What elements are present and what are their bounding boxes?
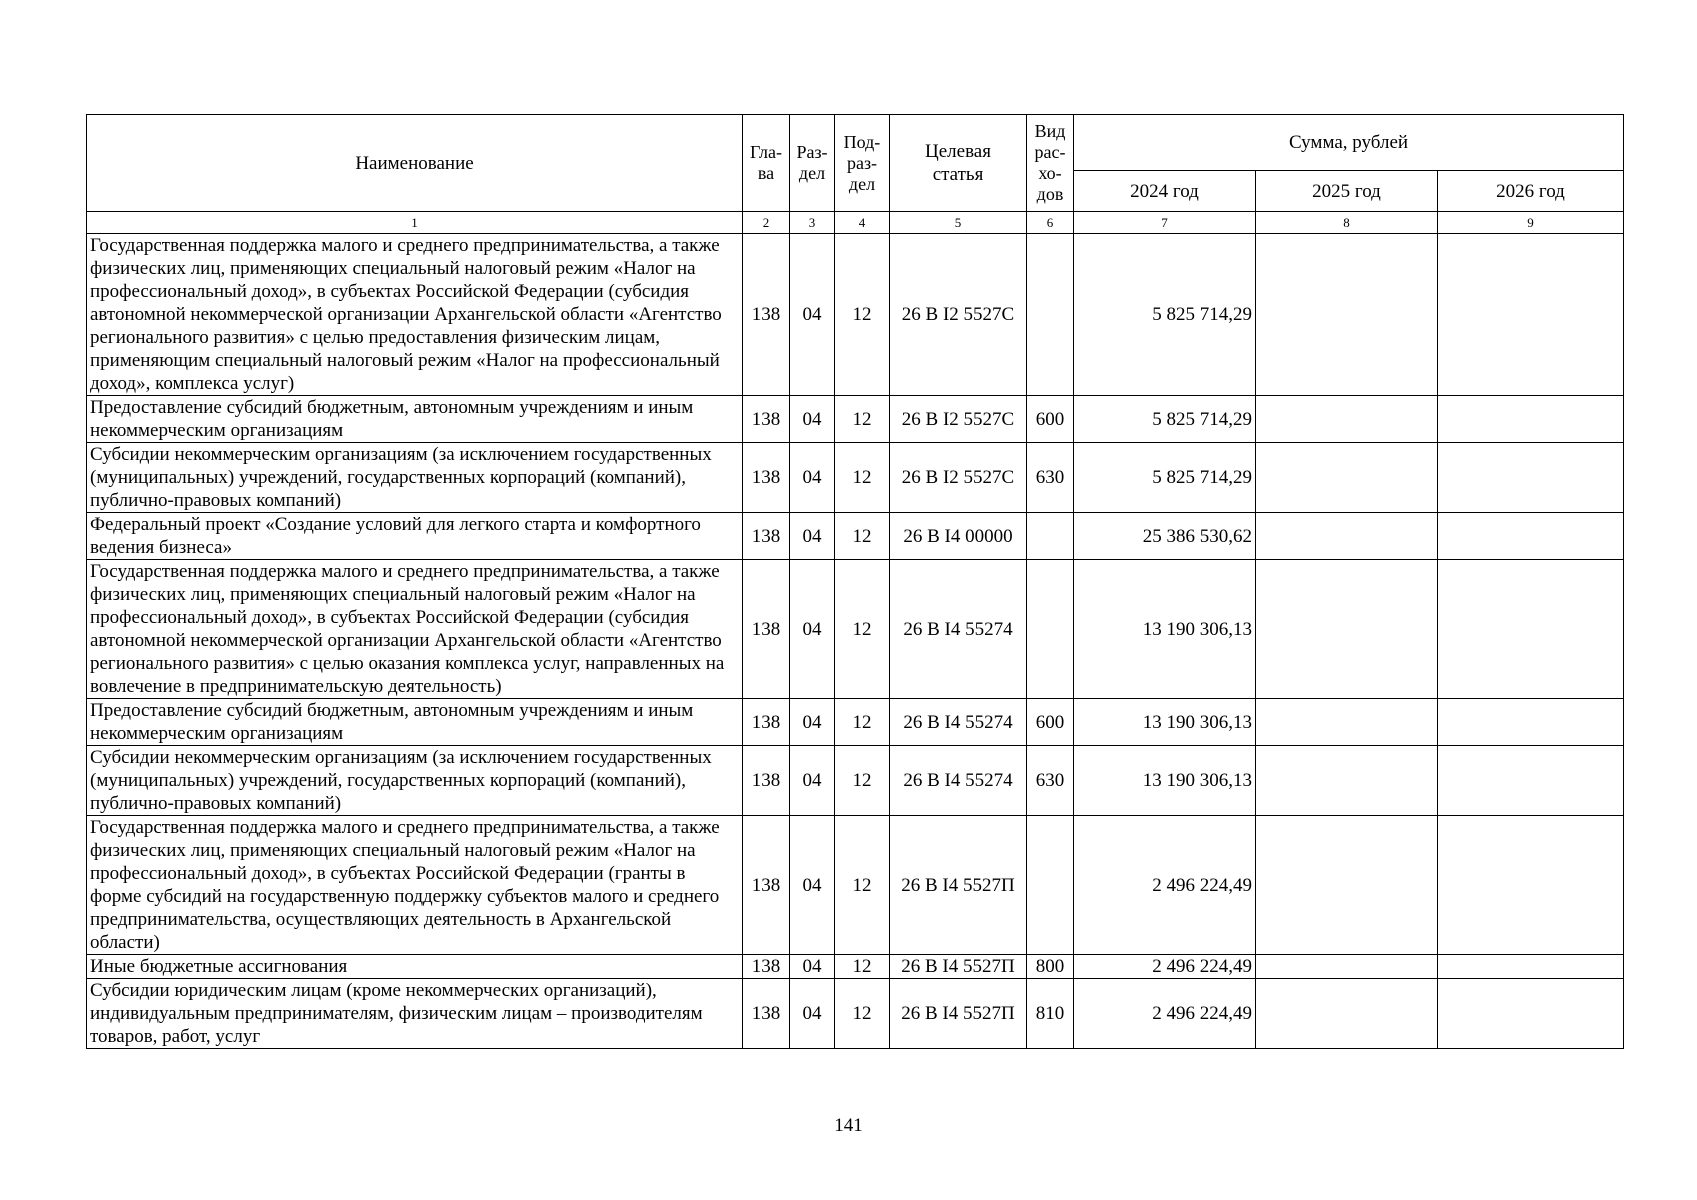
row-podrazdel: 12 <box>835 396 890 443</box>
row-razdel: 04 <box>790 443 835 513</box>
column-number: 1 <box>87 212 743 234</box>
header-2026: 2026 год <box>1438 171 1624 212</box>
row-sum-2025 <box>1256 955 1438 979</box>
row-expense-type: 630 <box>1027 443 1074 513</box>
row-sum-2024: 13 190 306,13 <box>1074 746 1256 816</box>
row-name: Предоставление субсидий бюджетным, автономным учреждениям и иным некоммерческим организациям <box>87 396 743 443</box>
header-2025: 2025 год <box>1256 171 1438 212</box>
row-name: Государственная поддержка малого и среднего предпринимательства, а также физических лиц, применяющих специальный налоговый режим «Налог на профессиональный доход», в субъектах Российской Федерации (субсидия автономной некоммерческой организации Архангельской области «Агентство регионального развития» с целью предоставления физическим лицам, применяющим специальный налоговый режим «Налог на профессиональный доход», комплекса услуг) <box>87 234 743 396</box>
column-number: 7 <box>1074 212 1256 234</box>
header-vid: Вид рас- хо- дов <box>1027 115 1074 212</box>
table-row <box>87 699 1624 746</box>
row-name: Федеральный проект «Создание условий для легкого старта и комфортного ведения бизнеса» <box>87 513 743 560</box>
row-sum-2026 <box>1438 955 1624 979</box>
row-name: Субсидии юридическим лицам (кроме некоммерческих организаций), индивидуальным предпринимателям, физическим лицам – производителям товаров, работ, услуг <box>87 979 743 1049</box>
table-row <box>87 234 1624 396</box>
row-sum-2024: 13 190 306,13 <box>1074 560 1256 699</box>
row-sum-2024: 5 825 714,29 <box>1074 443 1256 513</box>
column-number: 6 <box>1027 212 1074 234</box>
row-razdel: 04 <box>790 234 835 396</box>
header-razdel: Раз- дел <box>790 115 835 212</box>
row-podrazdel: 12 <box>835 979 890 1049</box>
table-row <box>87 513 1624 560</box>
row-target-article: 26 В I4 5527П <box>890 979 1027 1049</box>
header-glava: Гла- ва <box>743 115 790 212</box>
row-razdel: 04 <box>790 746 835 816</box>
header-sum: Сумма, рублей <box>1074 115 1624 171</box>
row-sum-2025 <box>1256 234 1438 396</box>
row-razdel: 04 <box>790 560 835 699</box>
table-row <box>87 443 1624 513</box>
row-target-article: 26 В I4 55274 <box>890 699 1027 746</box>
row-expense-type: 810 <box>1027 979 1074 1049</box>
row-expense-type <box>1027 513 1074 560</box>
row-sum-2025 <box>1256 443 1438 513</box>
row-sum-2025 <box>1256 513 1438 560</box>
row-podrazdel: 12 <box>835 234 890 396</box>
row-razdel: 04 <box>790 396 835 443</box>
row-sum-2026 <box>1438 816 1624 955</box>
row-sum-2024: 2 496 224,49 <box>1074 979 1256 1049</box>
row-sum-2024: 25 386 530,62 <box>1074 513 1256 560</box>
row-sum-2024: 2 496 224,49 <box>1074 955 1256 979</box>
row-sum-2026 <box>1438 746 1624 816</box>
row-podrazdel: 12 <box>835 513 890 560</box>
row-target-article: 26 В I2 5527С <box>890 443 1027 513</box>
row-glava: 138 <box>743 816 790 955</box>
row-podrazdel: 12 <box>835 443 890 513</box>
row-target-article: 26 В I4 5527П <box>890 816 1027 955</box>
row-name: Субсидии некоммерческим организациям (за исключением государственных (муниципальных) учреждений, государственных корпораций (компаний), публично-правовых компаний) <box>87 443 743 513</box>
row-glava: 138 <box>743 560 790 699</box>
header-target: Целевая статья <box>890 115 1027 212</box>
row-sum-2026 <box>1438 443 1624 513</box>
row-target-article: 26 В I4 00000 <box>890 513 1027 560</box>
column-number: 3 <box>790 212 835 234</box>
table-row <box>87 816 1624 955</box>
column-number: 9 <box>1438 212 1624 234</box>
row-name: Предоставление субсидий бюджетным, автономным учреждениям и иным некоммерческим организациям <box>87 699 743 746</box>
row-expense-type <box>1027 816 1074 955</box>
row-razdel: 04 <box>790 699 835 746</box>
row-sum-2026 <box>1438 979 1624 1049</box>
row-glava: 138 <box>743 396 790 443</box>
row-sum-2024: 13 190 306,13 <box>1074 699 1256 746</box>
column-number: 2 <box>743 212 790 234</box>
row-razdel: 04 <box>790 513 835 560</box>
row-expense-type <box>1027 234 1074 396</box>
row-sum-2026 <box>1438 699 1624 746</box>
table-row <box>87 955 1624 979</box>
header-name: Наименование <box>87 115 743 212</box>
row-sum-2026 <box>1438 513 1624 560</box>
row-glava: 138 <box>743 234 790 396</box>
row-target-article: 26 В I2 5527С <box>890 396 1027 443</box>
table-row <box>87 560 1624 699</box>
row-glava: 138 <box>743 699 790 746</box>
table-row <box>87 979 1624 1049</box>
row-expense-type: 600 <box>1027 396 1074 443</box>
row-expense-type <box>1027 560 1074 699</box>
row-name: Иные бюджетные ассигнования <box>87 955 743 979</box>
row-target-article: 26 В I2 5527С <box>890 234 1027 396</box>
header-podrazdel: Под- раз- дел <box>835 115 890 212</box>
row-sum-2025 <box>1256 396 1438 443</box>
header-2024: 2024 год <box>1074 171 1256 212</box>
row-podrazdel: 12 <box>835 816 890 955</box>
row-name: Государственная поддержка малого и среднего предпринимательства, а также физических лиц, применяющих специальный налоговый режим «Налог на профессиональный доход», в субъектах Российской Федерации (субсидия автономной некоммерческой организации Архангельской области «Агентство регионального развития» с целью оказания комплекса услуг, направленных на вовлечение в предпринимательскую деятельность) <box>87 560 743 699</box>
column-number: 8 <box>1256 212 1438 234</box>
table-row <box>87 746 1624 816</box>
row-glava: 138 <box>743 979 790 1049</box>
column-number: 4 <box>835 212 890 234</box>
page-number: 141 <box>834 1115 863 1136</box>
row-sum-2026 <box>1438 560 1624 699</box>
row-sum-2026 <box>1438 234 1624 396</box>
row-sum-2025 <box>1256 816 1438 955</box>
row-podrazdel: 12 <box>835 746 890 816</box>
row-expense-type: 600 <box>1027 699 1074 746</box>
row-sum-2026 <box>1438 396 1624 443</box>
row-glava: 138 <box>743 746 790 816</box>
row-name: Государственная поддержка малого и среднего предпринимательства, а также физических лиц, применяющих специальный налоговый режим «Налог на профессиональный доход», в субъектах Российской Федерации (гранты в форме субсидий на государственную поддержку субъектов малого и среднего предпринимательства, осуществляющих деятельность в Архангельской области) <box>87 816 743 955</box>
row-glava: 138 <box>743 955 790 979</box>
row-razdel: 04 <box>790 816 835 955</box>
row-sum-2024: 5 825 714,29 <box>1074 234 1256 396</box>
row-sum-2025 <box>1256 979 1438 1049</box>
row-podrazdel: 12 <box>835 955 890 979</box>
row-glava: 138 <box>743 443 790 513</box>
row-sum-2025 <box>1256 746 1438 816</box>
row-target-article: 26 В I4 5527П <box>890 955 1027 979</box>
row-target-article: 26 В I4 55274 <box>890 746 1027 816</box>
row-podrazdel: 12 <box>835 699 890 746</box>
row-glava: 138 <box>743 513 790 560</box>
row-sum-2024: 5 825 714,29 <box>1074 396 1256 443</box>
row-expense-type: 800 <box>1027 955 1074 979</box>
column-number: 5 <box>890 212 1027 234</box>
row-razdel: 04 <box>790 955 835 979</box>
row-podrazdel: 12 <box>835 560 890 699</box>
table-row <box>87 396 1624 443</box>
row-sum-2024: 2 496 224,49 <box>1074 816 1256 955</box>
row-sum-2025 <box>1256 560 1438 699</box>
row-razdel: 04 <box>790 979 835 1049</box>
budget-table <box>86 114 1624 1049</box>
row-sum-2025 <box>1256 699 1438 746</box>
row-name: Субсидии некоммерческим организациям (за исключением государственных (муниципальных) учреждений, государственных корпораций (компаний), публично-правовых компаний) <box>87 746 743 816</box>
row-expense-type: 630 <box>1027 746 1074 816</box>
row-target-article: 26 В I4 55274 <box>890 560 1027 699</box>
